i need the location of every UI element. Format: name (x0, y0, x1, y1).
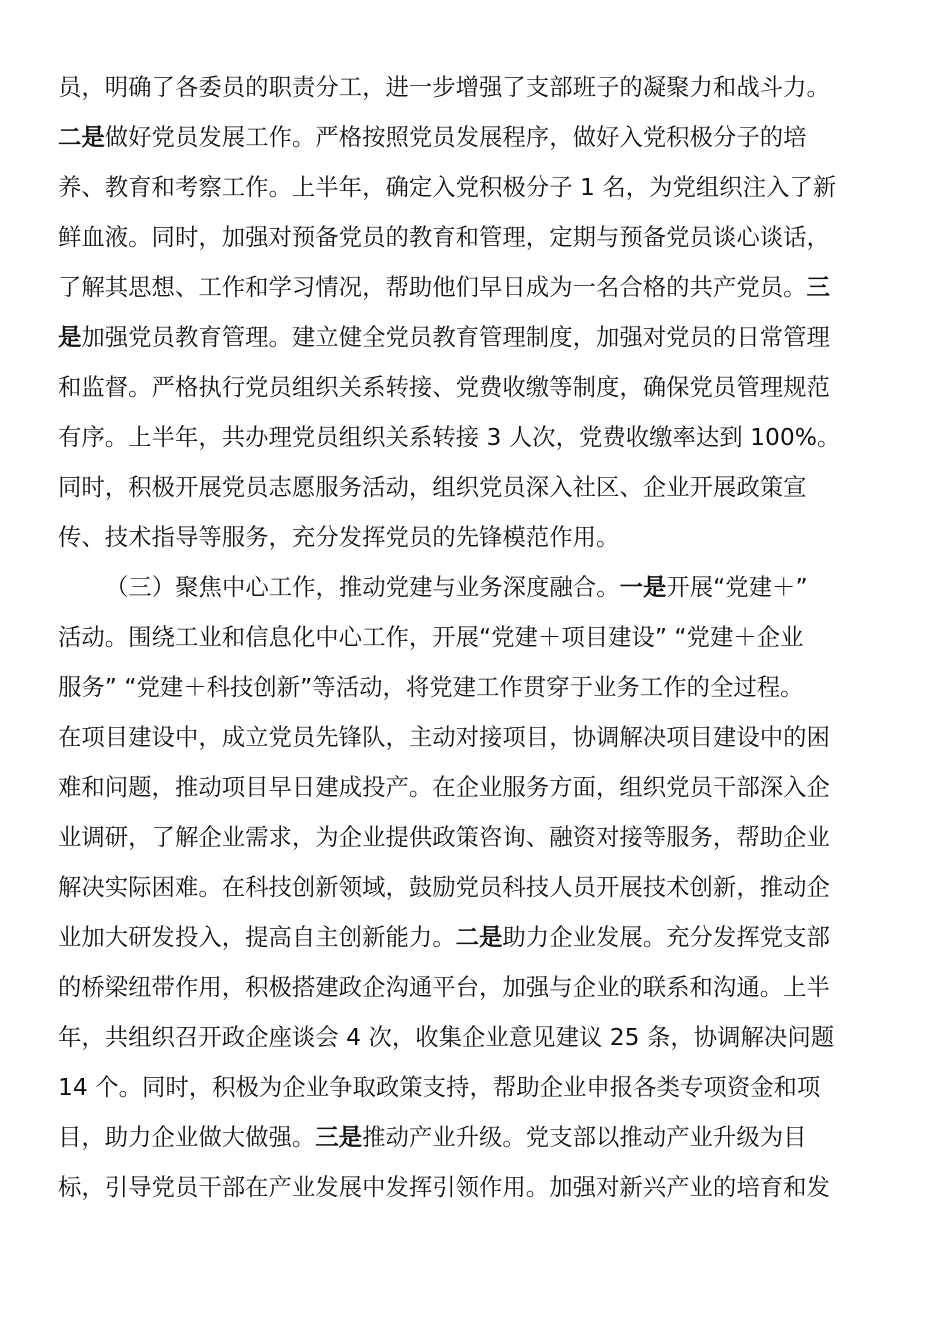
text-line (58, 762, 892, 812)
text-segment: 做好党员发展工作。严格按照党员发展程序，做好入党积极分子的培 (104, 123, 807, 151)
text-line (58, 412, 892, 462)
text-segment: 14 个。同时，积极为企业争取政策支持，帮助企业申报各类专项资金和项 (58, 1073, 821, 1101)
text-segment: 难和问题，推动项目早日建成投产。在企业服务方面，组织党员干部深入企 (58, 773, 830, 801)
text-line (58, 1062, 892, 1112)
text-segment: 员，明确了各委员的职责分工，进一步增强了支部班子的凝聚力和战斗力。 (58, 73, 830, 101)
text-line (58, 862, 892, 912)
text-segment: 目，助力企业做大做强。 (58, 1123, 316, 1151)
text-segment: 鲜血液。同时，加强对预备党员的教育和管理，定期与预备党员谈心谈话， (58, 223, 830, 251)
text-line (58, 62, 892, 112)
text-line (58, 462, 892, 512)
text-line (58, 1012, 892, 1062)
paragraph-start-line (58, 562, 892, 612)
text-line (58, 1112, 892, 1162)
text-segment: 开展“党建＋” (666, 573, 808, 601)
text-line (58, 662, 892, 712)
text-line (58, 212, 892, 262)
text-line (58, 962, 892, 1012)
text-segment: 在项目建设中，成立党员先锋队，主动对接项目，协调解决项目建设中的困 (58, 723, 830, 751)
text-line (58, 1162, 892, 1212)
bold-lead-text: 二是 (455, 923, 503, 951)
text-line (58, 912, 892, 962)
text-segment: 年，共组织召开政企座谈会 4 次，收集企业意见建议 25 条，协调解决问题 (58, 1023, 835, 1051)
text-segment: 业调研，了解企业需求，为企业提供政策咨询、融资对接等服务，帮助企业 (58, 823, 830, 851)
text-segment: 业加大研发投入，提高自主创新能力。 (58, 923, 456, 951)
text-line (58, 612, 892, 662)
text-segment: 养、教育和考察工作。上半年，确定入党积极分子 1 名，为党组织注入了新 (58, 173, 837, 201)
text-line (58, 162, 892, 212)
text-segment: 解决实际困难。在科技创新领域，鼓励党员科技人员开展技术创新，推动企 (58, 873, 830, 901)
bold-lead-text: 三是 (315, 1123, 363, 1151)
text-segment: 传、技术指导等服务，充分发挥党员的先锋模范作用。 (58, 523, 620, 551)
text-segment: 同时，积极开展党员志愿服务活动，组织党员深入社区、企业开展政策宣 (58, 473, 807, 501)
bold-lead-text: 是 (58, 323, 82, 351)
text-segment: 加强党员教育管理。建立健全党员教育管理制度，加强对党员的日常管理 (81, 323, 830, 351)
text-segment: 服务” “党建＋科技创新”等活动，将党建工作贯穿于业务工作的全过程。 (58, 673, 804, 701)
text-segment: 推动产业升级。党支部以推动产业升级为目 (362, 1123, 807, 1151)
text-segment: 的桥梁纽带作用，积极搭建政企沟通平台，加强与企业的联系和沟通。上半 (58, 973, 830, 1001)
text-segment: 助力企业发展。充分发挥党支部 (502, 923, 830, 951)
text-segment: 和监督。严格执行党员组织关系转接、党费收缴等制度，确保党员管理规范 (58, 373, 830, 401)
text-line (58, 812, 892, 862)
text-segment: 活动。围绕工业和信息化中心工作，开展“党建＋项目建设” “党建＋企业 (58, 623, 804, 651)
bold-lead-text: 二是 (58, 123, 105, 151)
document-body (58, 62, 892, 1212)
text-line (58, 112, 892, 162)
text-line (58, 712, 892, 762)
section-heading-text: （三）聚焦中心工作，推动党建与业务深度融合。 (105, 573, 620, 601)
text-segment: 有序。上半年，共办理党员组织关系转接 3 人次，党费收缴率达到 100%。 (58, 423, 841, 451)
text-line (58, 262, 892, 312)
bold-lead-text: 三 (806, 273, 830, 301)
bold-lead-text: 一是 (619, 573, 667, 601)
text-line (58, 362, 892, 412)
text-segment: 标，引导党员干部在产业发展中发挥引领作用。加强对新兴产业的培育和发 (58, 1173, 830, 1201)
text-line (58, 512, 892, 562)
text-segment: 了解其思想、工作和学习情况，帮助他们早日成为一名合格的共产党员。 (58, 273, 807, 301)
text-line (58, 312, 892, 362)
